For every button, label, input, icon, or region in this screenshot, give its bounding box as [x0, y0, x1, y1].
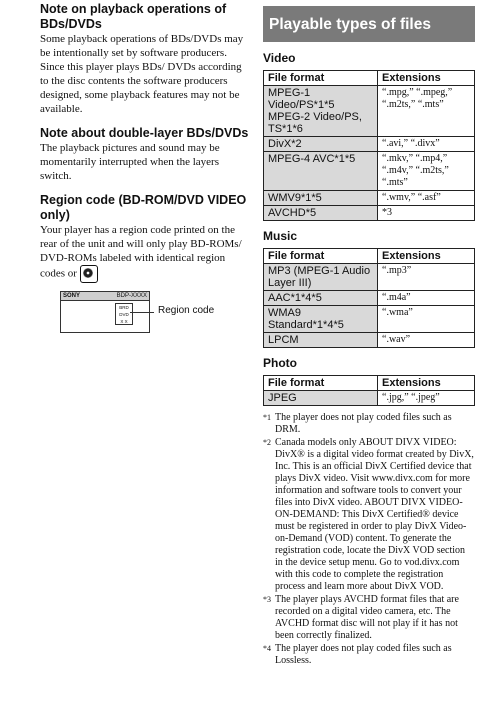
paragraph-playback-operations: Some playback operations of BDs/DVDs may be intentionally set by software producers. Since this player plays BDs/ DVDs according to the disc contents the software producers designed, some playback features may not be available.: [40, 33, 244, 115]
table-row: [264, 306, 475, 333]
footnote-mark: *2: [263, 438, 271, 447]
heading-double-layer: Note about double-layer BDs/DVDs: [40, 126, 249, 140]
header-extensions: Extensions: [378, 249, 475, 264]
paragraph-double-layer: The playback pictures and sound may be momentarily interrupted when the layers switch.: [40, 142, 220, 182]
table-row: [264, 264, 475, 291]
header-extensions: Extensions: [378, 71, 475, 86]
extension-cell: “.jpg,” “.jpeg”: [378, 391, 475, 406]
header-file-format: File format: [264, 71, 378, 86]
footnote-text: The player does not play coded files such as DRM.: [275, 412, 452, 435]
table-row: [264, 152, 475, 191]
label-brand: SONY: [63, 293, 81, 299]
region-code-callout: Region code: [158, 305, 215, 316]
region-label-figure: [40, 291, 250, 339]
table-row: [264, 333, 475, 348]
format-cell: WMV9*1*5: [264, 191, 378, 206]
header-file-format: File format: [264, 376, 378, 391]
extension-cell: “.mpg,” “.mpeg,” “.m2ts,” “.mts”: [378, 86, 475, 137]
photo-table: [263, 375, 475, 406]
table-row: [264, 391, 475, 406]
format-cell: MP3 (MPEG-1 Audio Layer III): [264, 264, 378, 291]
label-region-row1: BRD DVD: [119, 305, 129, 317]
section-title: Playable types of files: [263, 6, 475, 42]
footnote-item: [263, 643, 475, 667]
table-header-row: [264, 249, 475, 264]
extension-cell: “.wma”: [378, 306, 475, 333]
table-row: [264, 291, 475, 306]
heading-playback-operations: Note on playback operations of BDs/DVDs: [40, 2, 227, 31]
footnote-mark: *4: [263, 644, 271, 653]
table-header-row: [264, 376, 475, 391]
format-cell: AAC*1*4*5: [264, 291, 378, 306]
footnote-item: [263, 437, 475, 593]
table-row: [264, 191, 475, 206]
right-column: [263, 0, 475, 668]
photo-heading: Photo: [263, 356, 297, 370]
label-top-bar: [61, 292, 149, 301]
format-cell: MPEG-4 AVC*1*5: [264, 152, 378, 191]
footnote-mark: *3: [263, 595, 271, 604]
extension-cell: “.wav”: [378, 333, 475, 348]
extension-cell: “.wmv,” “.asf”: [378, 191, 475, 206]
left-column: [40, 0, 250, 339]
region-code-text: Your player has a region code printed on the rear of the unit and will only play BD-ROMs/ DVD-ROMs labeled with identical region codes or: [40, 224, 242, 280]
heading-region-code: Region code (BD-ROM/DVD VIDEO only): [40, 193, 247, 222]
header-extensions: Extensions: [378, 376, 475, 391]
header-file-format: File format: [264, 249, 378, 264]
footnote-text: The player plays AVCHD format files that are recorded on a digital video camera, etc. The AVCHD format disc will not play if it has not been correctly finalized.: [275, 594, 459, 641]
table-row: [264, 137, 475, 152]
format-cell: MPEG-1 Video/PS*1*5 MPEG-2 Video/PS, TS*1*6: [264, 86, 378, 137]
format-cell: DivX*2: [264, 137, 378, 152]
label-region-row2: X X: [120, 319, 128, 324]
format-cell: JPEG: [264, 391, 378, 406]
format-cell: AVCHD*5: [264, 206, 378, 221]
format-cell: WMA9 Standard*1*4*5: [264, 306, 378, 333]
label-model: BDP-XXXX: [116, 293, 147, 299]
format-cell: LPCM: [264, 333, 378, 348]
footnote-text: Canada models only ABOUT DIVX VIDEO: DivX® is a digital video format created by DivX, Inc. This is an official DivX Certified device that plays DivX video. Visit www.divx.com for more information and software tools to convert your files into DivX video. ABOUT DIVX VIDEO-ON-DEMAND: This DivX Certified® device must be registered in order to play DivX Video-on-Demand (VOD) content. To generate the registration code, locate the DivX VOD section in the device setup menu. Go to vod.divx.com with this code to complete the registration process and learn more about DivX VOD.: [275, 437, 474, 592]
footnote-item: [263, 412, 475, 436]
extension-cell: “.mp3”: [378, 264, 475, 291]
extension-cell: “.m4a”: [378, 291, 475, 306]
footnote-item: [263, 594, 475, 642]
video-table: [263, 70, 475, 221]
paragraph-region-code: [40, 223, 250, 283]
footnotes: [263, 412, 475, 667]
region-code-pointer-line: [130, 312, 154, 313]
extension-cell: “.mkv,” “.mp4,” “.m4v,” “.m2ts,” “.mts”: [378, 152, 475, 191]
footnote-text: The player does not play coded files such as Lossless.: [275, 643, 452, 666]
table-row: [264, 206, 475, 221]
music-heading: Music: [263, 229, 298, 243]
extension-cell: “.avi,” “.divx”: [378, 137, 475, 152]
footnote-mark: *1: [263, 413, 271, 422]
label-region-box: [115, 303, 133, 325]
video-heading: Video: [263, 51, 296, 65]
extension-cell: *3: [378, 206, 475, 221]
table-row: [264, 86, 475, 137]
music-table: [263, 248, 475, 348]
table-header-row: [264, 71, 475, 86]
region-disc-icon: [80, 265, 98, 283]
